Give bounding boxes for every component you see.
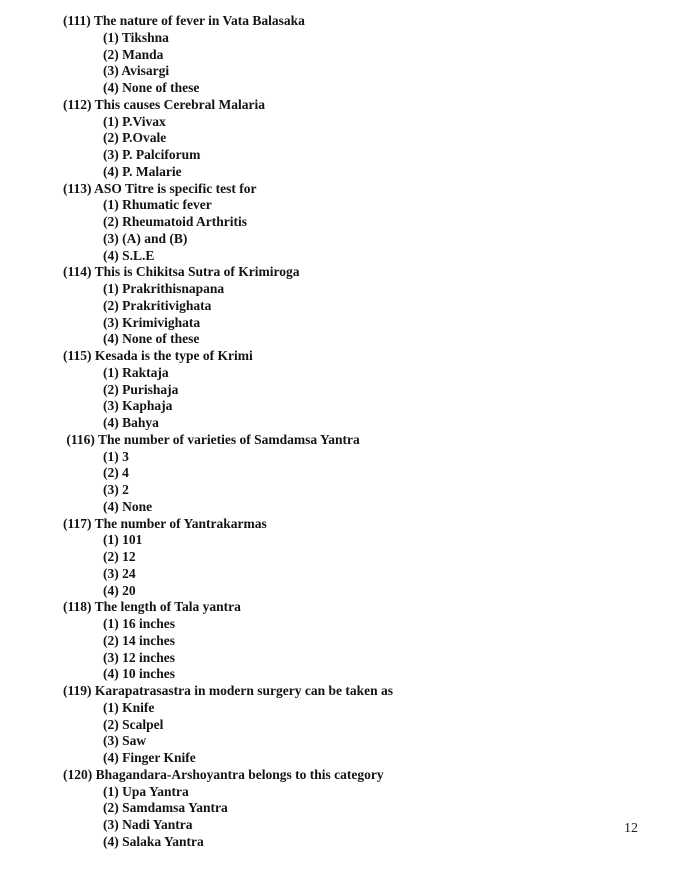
question-block [63,264,660,348]
option: (3) Nadi Yantra [103,817,193,832]
option-list [63,700,660,767]
option: (4) 10 inches [103,666,175,682]
option: (1) Rhumatic fever [103,197,212,213]
question-text: (113) ASO Titre is specific test for [63,180,257,196]
option: (1) Upa Yantra [103,783,189,799]
option: (2) Samdamsa Yantra [103,800,228,816]
question-text: (120) Bhagandara-Arshoyantra belongs to this category [63,766,384,782]
option: (1) 3 [103,448,129,464]
option-list [63,365,660,432]
page-number: 12 [624,821,638,836]
question-block [63,767,660,851]
option: (3) (A) and (B) [103,230,188,246]
option: (2) Prakritivighata [103,297,212,313]
option: (1) P.Vivax [103,113,166,129]
option-list [63,784,660,851]
option: (2) P.Ovale [103,130,167,146]
option: (1) Tikshna [103,29,169,45]
question-text: (114) This is Chikitsa Sutra of Krimiroga [63,264,300,280]
option-list [63,281,660,348]
option: (2) Scalpel [103,716,164,732]
option-list [63,30,660,97]
option: (1) 16 inches [103,616,175,631]
option: (3) 12 inches [103,649,175,665]
option-list [63,449,660,516]
option: (4) Salaka Yantra [103,833,204,849]
question-text: (115) Kesada is the type of Krimi [63,348,253,363]
option: (4) Finger Knife [103,750,196,765]
question-text: (117) The number of Yantrakarmas [63,515,267,531]
question-block [63,348,660,432]
question-block [63,683,660,767]
option: (1) 101 [103,532,143,548]
question-block [63,97,660,181]
option: (4) None of these [103,331,200,347]
question-block [63,13,660,97]
question-block [63,599,660,683]
question-block [63,181,660,265]
option: (2) Purishaja [103,381,179,397]
option: (4) 20 [103,582,136,598]
option-list [63,197,660,264]
option: (2) 4 [103,465,129,481]
option: (3) Avisargi [103,63,170,79]
option: (2) Manda [103,46,164,62]
option: (3) Saw [103,733,147,749]
option: (2) 14 inches [103,632,175,648]
option: (3) Kaphaja [103,398,173,414]
option: (4) None of these [103,80,200,95]
question-text: (118) The length of Tala yantra [63,599,241,615]
option-list [63,114,660,181]
option: (3) P. Palciforum [103,147,201,162]
question-text: (111) The nature of fever in Vata Balasaka [63,13,305,28]
question-block [63,516,660,600]
option: (4) S.L.E [103,247,155,263]
option: (3) Krimivighata [103,314,201,330]
option-list [63,532,660,599]
option: (1) Knife [103,699,155,715]
option: (3) 24 [103,565,136,581]
option: (2) Rheumatoid Arthritis [103,214,247,229]
option-list [63,616,660,683]
option: (2) 12 [103,549,136,564]
option: (4) Bahya [103,415,159,430]
option: (4) None [103,498,153,514]
option: (3) 2 [103,482,129,497]
question-block [63,432,660,516]
option: (1) Raktaja [103,364,169,380]
question-list [63,13,660,851]
question-text: (116) The number of varieties of Samdamsa Yantra [63,431,360,447]
question-text: (119) Karapatrasastra in modern surgery can be taken as [63,683,393,698]
option: (4) P. Malarie [103,163,182,179]
question-text: (112) This causes Cerebral Malaria [63,96,265,112]
option: (1) Prakrithisnapana [103,281,225,296]
